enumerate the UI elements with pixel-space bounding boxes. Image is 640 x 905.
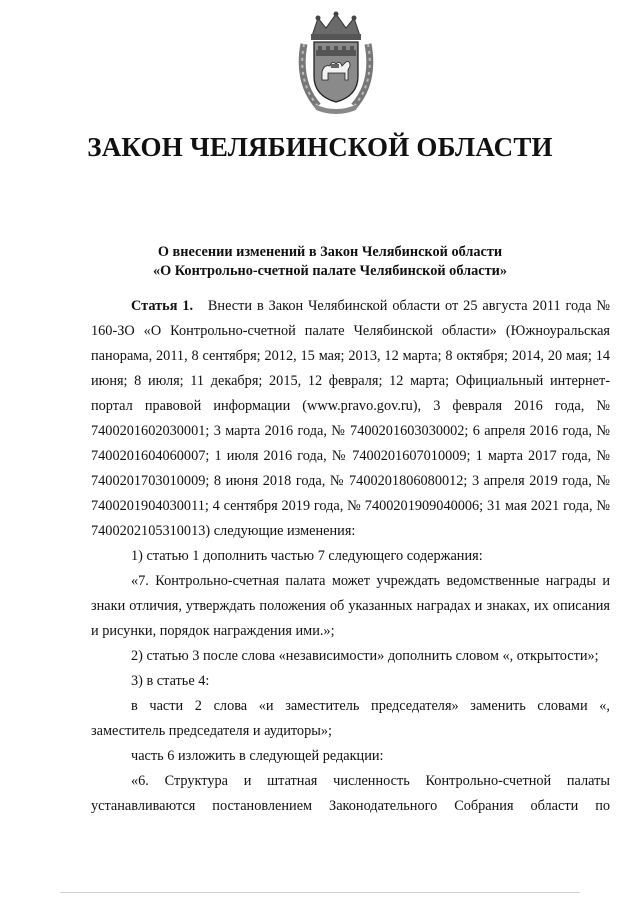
subtitle-line-1: О внесении изменений в Закон Челябинской области: [157, 244, 503, 260]
bottom-divider: [60, 892, 580, 893]
article-1-text: Внести в Закон Челябинской области от 25 августа 2011 года № 160-ЗО «О Контрольно-счетной палате Челябинской области» (Южноуральская панорама, 2011, 8 сентября; 2012, 15 мая; 2013, 12 марта; 8 октября; 2014, 20 мая; 14 июня; 8 июля; 11 декабря; 2015, 12 февраля; 12 марта; Официальный интернет-портал правовой информации (www.pravo.gov.ru), 3 февраля 2016 года, № 7400201602030001; 3 марта 2016 года, № 7400201603030002; 6 апреля 2016 года, № 7400201604060007; 1 июля 2016 года, № 7400201607010009; 1 марта 2017 года, № 7400201703010009; 8 июня 2018 года, № 7400201806080012; 3 апреля 2019 года, № 7400201904030011; 4 сентября 2019 года, № 7400201909040006; 31 мая 2021 года, № 7400202105310013) следующие изменения:: [91, 298, 610, 539]
item-3: 3) в статье 4:: [131, 673, 210, 689]
item-2: 2) статью 3 после слова «независимости» дополнить словом «, открытости»;: [131, 648, 599, 664]
item-3-quote-line-1: «6. Структура и штатная численность Контрольно-счетной палаты: [131, 773, 610, 789]
item-3-part-6: часть 6 изложить в следующей редакции:: [131, 748, 384, 764]
subtitle-line-2: «О Контрольно-счетной палате Челябинской области»: [152, 263, 508, 279]
law-body: [91, 294, 610, 819]
article-1-label: Статья 1.: [131, 298, 194, 314]
item-3-quote-line-2: устанавливаются постановлением Законодательного Собрания области по: [91, 798, 610, 814]
chelyabinsk-coat-of-arms-emblem: [298, 10, 374, 114]
law-subtitle: [60, 243, 600, 281]
item-1: 1) статью 1 дополнить частью 7 следующего содержания:: [131, 548, 483, 564]
item-1-quote: «7. Контрольно-счетная палата может учреждать ведомственные награды и знаки отличия, утверждать положения об указанных наградах и знаках, их описания и рисунки, порядок награждения ими.»;: [91, 573, 610, 639]
law-title: ЗАКОН ЧЕЛЯБИНСКОЙ ОБЛАСТИ: [87, 132, 553, 162]
item-3-part-2: в части 2 слова «и заместитель председателя» заменить словами «, заместитель председателя и аудиторы»;: [91, 698, 610, 739]
article-1-paragraph: [91, 294, 610, 544]
